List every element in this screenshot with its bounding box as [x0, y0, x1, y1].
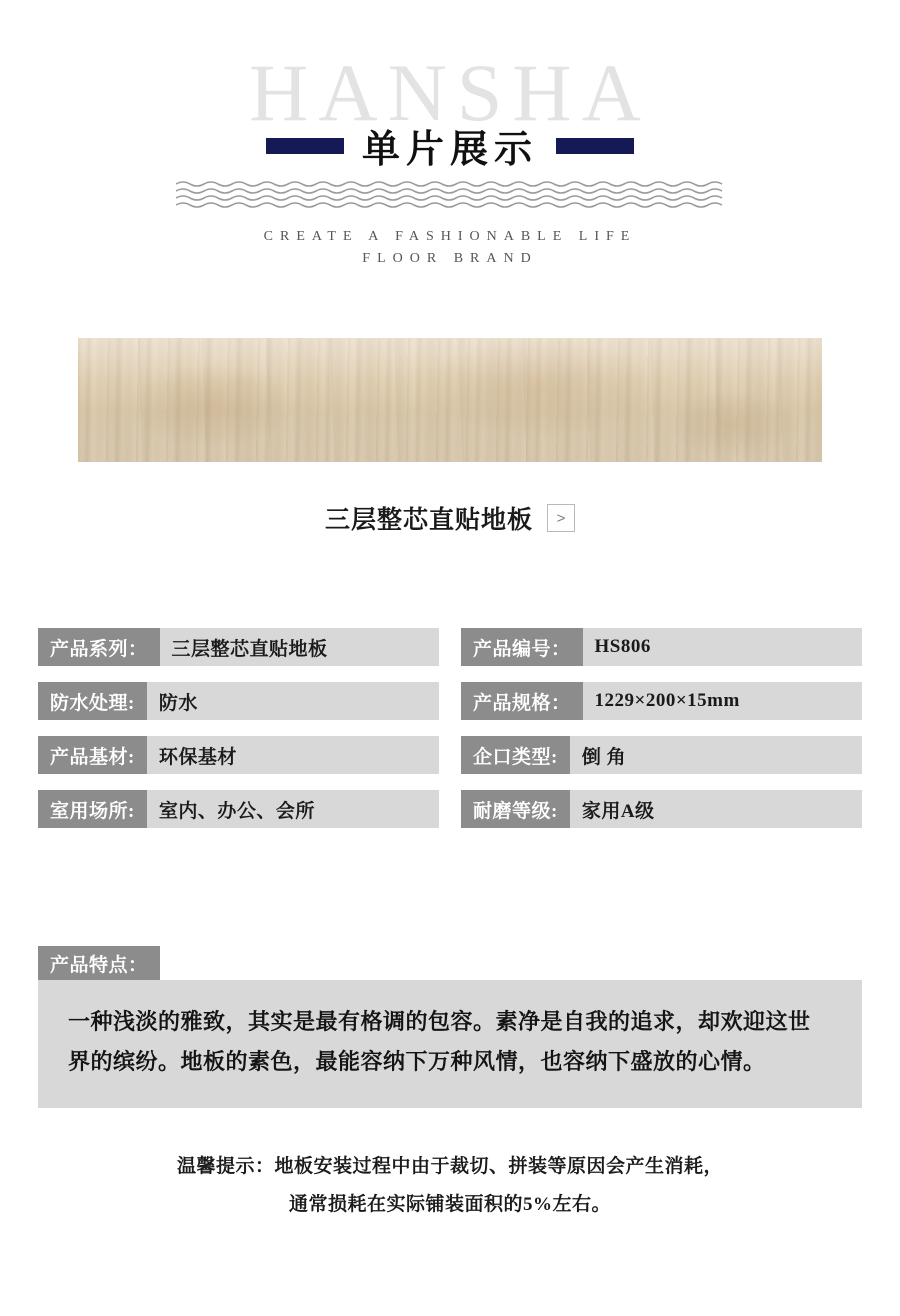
features-heading: 产品特点：	[38, 946, 160, 980]
spec-value: 三层整芯直贴地板	[171, 638, 328, 660]
spec-key: 耐磨等级:	[461, 790, 570, 828]
spec-value: HS806	[594, 636, 651, 657]
page-header	[0, 0, 900, 300]
table-row	[38, 736, 862, 774]
spec-value: 倒 角	[581, 746, 627, 768]
table-row	[38, 628, 862, 666]
features-text: 一种浅淡的雅致，其实是最有格调的包容。素净是自我的追求，却欢迎这世界的缤纷。地板的素色，最能容纳下万种风情，也容纳下盛放的心情。	[38, 980, 862, 1108]
chevron-right-icon[interactable]: >	[547, 504, 575, 532]
page-title: 单片展示	[361, 129, 538, 171]
spec-value: 家用A级	[581, 800, 655, 822]
spec-item-wear-grade	[461, 790, 862, 828]
features-section	[38, 946, 862, 1108]
wave-divider-icon	[176, 180, 724, 210]
footnote	[0, 1148, 900, 1224]
spec-item-dimensions	[461, 682, 862, 720]
footnote-line-1: 温馨提示：地板安装过程中由于裁切、拼装等原因会产生消耗，	[176, 1156, 723, 1177]
brand-watermark: HANSHA	[249, 47, 651, 138]
spec-key: 企口类型:	[461, 736, 570, 774]
spec-key: 产品系列：	[38, 628, 160, 666]
spec-key: 室用场所:	[38, 790, 147, 828]
spec-key: 产品编号：	[461, 628, 583, 666]
spec-key: 产品基材:	[38, 736, 147, 774]
product-name: 三层整芯直贴地板	[324, 506, 533, 534]
spec-value: 防水	[158, 692, 198, 714]
footnote-line-2: 通常损耗在实际铺装面积的5%左右。	[288, 1194, 611, 1215]
spec-item-product-code	[461, 628, 862, 666]
spec-value: 室内、办公、会所	[158, 800, 315, 822]
spec-item-joint-type	[461, 736, 862, 774]
tagline-line-1: CREATE A FASHIONABLE LIFE	[263, 229, 637, 244]
section-title-row	[0, 118, 900, 173]
title-bar-right	[556, 138, 634, 154]
spec-item-product-series	[38, 628, 439, 666]
spec-item-substrate	[38, 736, 439, 774]
tagline-line-2: FLOOR BRAND	[362, 251, 538, 266]
table-row	[38, 790, 862, 828]
spec-item-waterproof	[38, 682, 439, 720]
spec-value: 1229×200×15mm	[594, 690, 740, 711]
product-name-row	[0, 500, 900, 536]
spec-key: 产品规格：	[461, 682, 583, 720]
spec-item-usage-space	[38, 790, 439, 828]
spec-table	[38, 628, 862, 844]
wood-plank-texture	[78, 338, 822, 462]
table-row	[38, 682, 862, 720]
spec-key: 防水处理:	[38, 682, 147, 720]
product-image	[78, 338, 822, 462]
title-bar-left	[266, 138, 344, 154]
spec-value: 环保基材	[158, 746, 237, 768]
